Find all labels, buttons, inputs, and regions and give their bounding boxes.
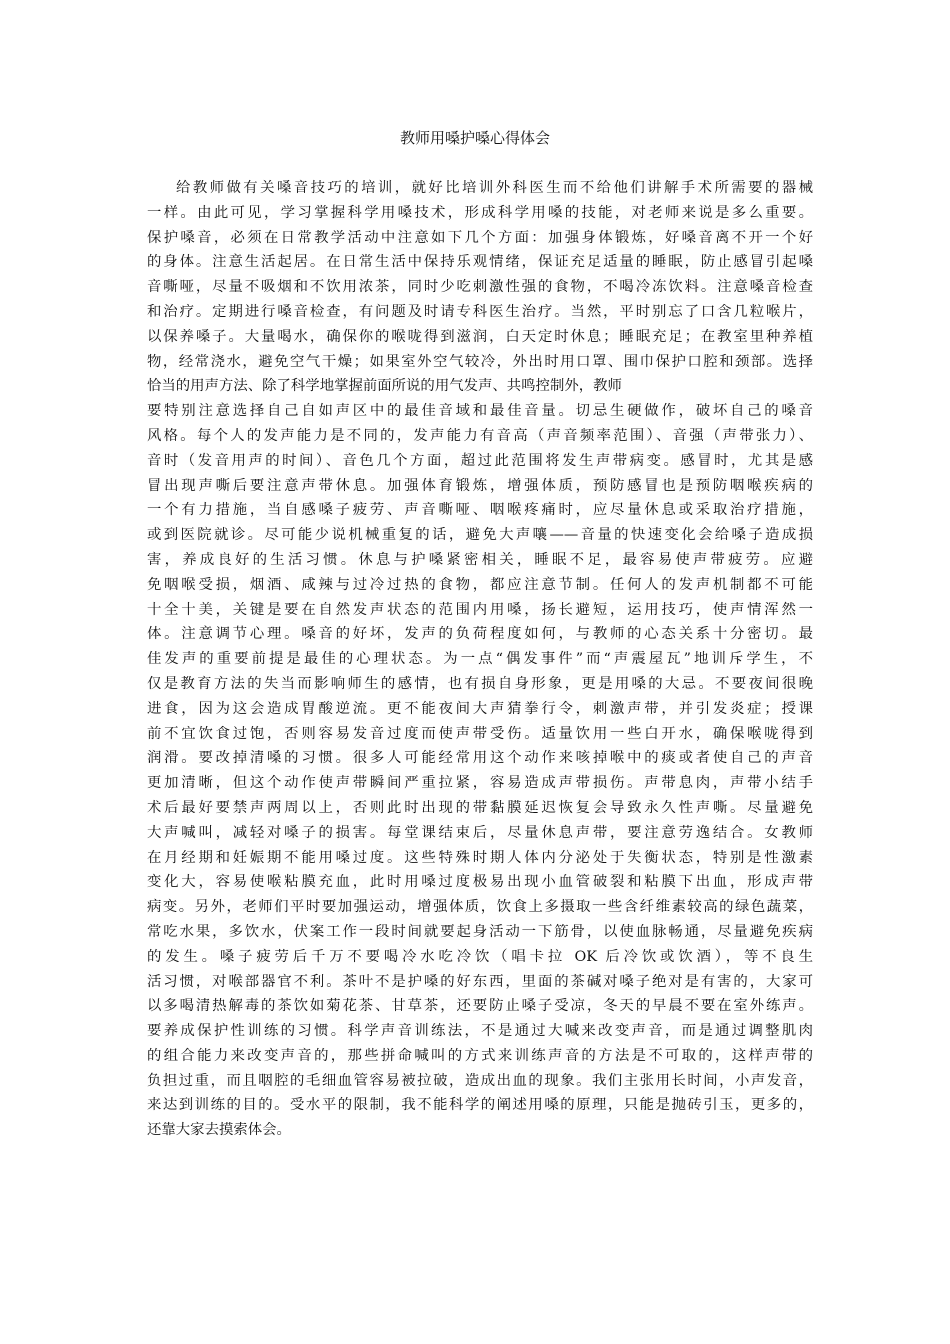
body-line: 还靠大家去摸索体会。 — [147, 1122, 291, 1139]
body-line: 和治疗。定期进行嗓音检查，有问题及时请专科医生治疗。当然，平时别忘了口含几粒喉片， — [147, 303, 813, 320]
body-line: 风格。每个人的发声能力是不同的，发声能力有音高（声音频率范围）、音强（声带张力）、 — [147, 427, 813, 444]
body-line: 的发生。嗓子疲劳后千万不要喝冷水吃冷饮（唱卡拉 OK 后冷饮或饮酒），等不良生 — [147, 948, 813, 965]
body-line: 或到医院就诊。尽可能少说机械重复的话，避免大声嚷——音量的快速变化会给嗓子造成损 — [147, 527, 813, 544]
body-line: 要养成保护性训练的习惯。科学声音训练法，不是通过大喊来改变声音，而是通过调整肌肉 — [147, 1023, 813, 1040]
body-line: 保护嗓音，必须在日常教学活动中注意如下几个方面：加强身体锻炼，好嗓音离不开一个好 — [147, 229, 813, 246]
body-line: 术后最好要禁声两周以上，否则此时出现的带黏膜延迟恢复会导致永久性声嘶。尽量避免 — [147, 799, 813, 816]
body-line: 音时（发音用声的时间）、音色几个方面，超过此范围将发生声带病变。感冒时，尤其是感 — [147, 452, 813, 469]
body-line: 冒出现声嘶后要注意声带休息。加强体育锻炼，增强体质，预防感冒也是预防咽喉疾病的 — [147, 477, 813, 494]
body-line: 前不宜饮食过饱，否则容易发音过度而使声带受伤。适量饮用一些白开水，确保喉咙得到 — [147, 725, 813, 742]
body-line: 的身体。注意生活起居。在日常生活中保持乐观情绪，保证充足适量的睡眠，防止感冒引起嗓 — [147, 254, 813, 271]
body-line: 要特别注意选择自己自如声区中的最佳音域和最佳音量。切忌生硬做作，破坏自己的嗓音 — [147, 403, 813, 420]
body-line: 一个有力措施，当自感嗓子疲劳、声音嘶哑、咽喉疼痛时，应尽量休息或采取治疗措施， — [147, 502, 813, 519]
document-title: 教师用嗓护嗓心得体会 — [399, 129, 550, 147]
body-line: 更加清晰，但这个动作使声带瞬间严重拉紧，容易造成声带损伤。声带息肉，声带小结手 — [147, 775, 813, 792]
body-line: 给教师做有关嗓音技巧的培训，就好比培训外科医生而不给他们讲解手术所需要的器械 — [176, 180, 813, 196]
body-line: 负担过重，而且咽腔的毛细血管容易被拉破，造成出血的现象。我们主张用长时间，小声发音， — [147, 1072, 813, 1089]
body-line: 变化大，容易使喉粘膜充血，此时用嗓过度极易出现小血管破裂和粘膜下出血，形成声带 — [147, 874, 813, 891]
body-line: 的组合能力来改变声音的，那些拼命喊叫的方式来训练声音的方法是不可取的，这样声带的 — [147, 1047, 813, 1064]
body-line: 害，养成良好的生活习惯。休息与护嗓紧密相关，睡眠不足，最容易使声带疲劳。应避 — [147, 551, 813, 568]
body-line: 恰当的用声方法、除了科学地掌握前面所说的用气发声、共鸣控制外，教师 — [147, 378, 622, 395]
body-line: 物，经常浇水，避免空气干燥；如果室外空气较冷，外出时用口罩、围巾保护口腔和颈部。选择 — [147, 353, 813, 370]
body-line: 体。注意调节心理。嗓音的好坏，发声的负荷程度如何，与教师的心态关系十分密切。最 — [147, 626, 813, 643]
body-line: 进食，因为这会造成胃酸逆流。更不能夜间大声猜拳行令，刺激声带，并引发炎症；授课 — [147, 700, 813, 717]
body-line: 佳发声的重要前提是最佳的心理状态。为一点“偶发事件”而“声震屋瓦”地训斥学生，不 — [147, 651, 813, 668]
body-line: 免咽喉受损，烟酒、咸辣与过冷过热的食物，都应注意节制。任何人的发声机制都不可能 — [147, 576, 813, 593]
body-line: 常吃水果，多饮水，伏案工作一段时间就要起身活动一下筋骨，以使血脉畅通，尽量避免疾病 — [147, 923, 813, 940]
body-line: 仅是教育方法的失当而影响师生的感情，也有损自身形象，更是用嗓的大忌。不要夜间很晚 — [147, 675, 813, 692]
body-line: 润滑。要改掉清嗓的习惯。很多人可能经常用这个动作来咳掉喉中的痰或者使自己的声音 — [147, 750, 813, 767]
body-line: 活习惯，对喉部器官不利。茶叶不是护嗓的好东西，里面的茶碱对嗓子绝对是有害的，大家可 — [147, 973, 813, 990]
document-body — [147, 176, 813, 1143]
body-line: 大声喊叫，减轻对嗓子的损害。每堂课结束后，尽量休息声带，要注意劳逸结合。女教师 — [147, 824, 813, 841]
body-line: 一样。由此可见，学习掌握科学用嗓技术，形成科学用嗓的技能，对老师来说是多么重要。 — [147, 204, 813, 221]
body-line: 音嘶哑，尽量不吸烟和不饮用浓茶，同时少吃刺激性强的食物，不喝冷冻饮料。注意嗓音检查 — [147, 279, 813, 296]
body-line: 十全十美，关键是要在自然发声状态的范围内用嗓，扬长避短，运用技巧，使声情浑然一 — [147, 601, 813, 618]
body-line: 以保养嗓子。大量喝水，确保你的喉咙得到滋润，白天定时休息；睡眠充足；在教室里种养植 — [147, 328, 813, 345]
body-line: 在月经期和妊娠期不能用嗓过度。这些特殊时期人体内分泌处于失衡状态，特别是性激素 — [147, 849, 813, 866]
body-line: 来达到训练的目的。受水平的限制，我不能科学的阐述用嗓的原理，只能是抛砖引玉，更多的， — [147, 1097, 813, 1114]
body-line: 病变。另外，老师们平时要加强运动，增强体质，饮食上多摄取一些含纤维素较高的绿色蔬菜， — [147, 899, 813, 916]
body-line: 以多喝清热解毒的茶饮如菊花茶、甘草茶，还要防止嗓子受凉，冬天的早晨不要在室外练声。 — [147, 998, 813, 1015]
